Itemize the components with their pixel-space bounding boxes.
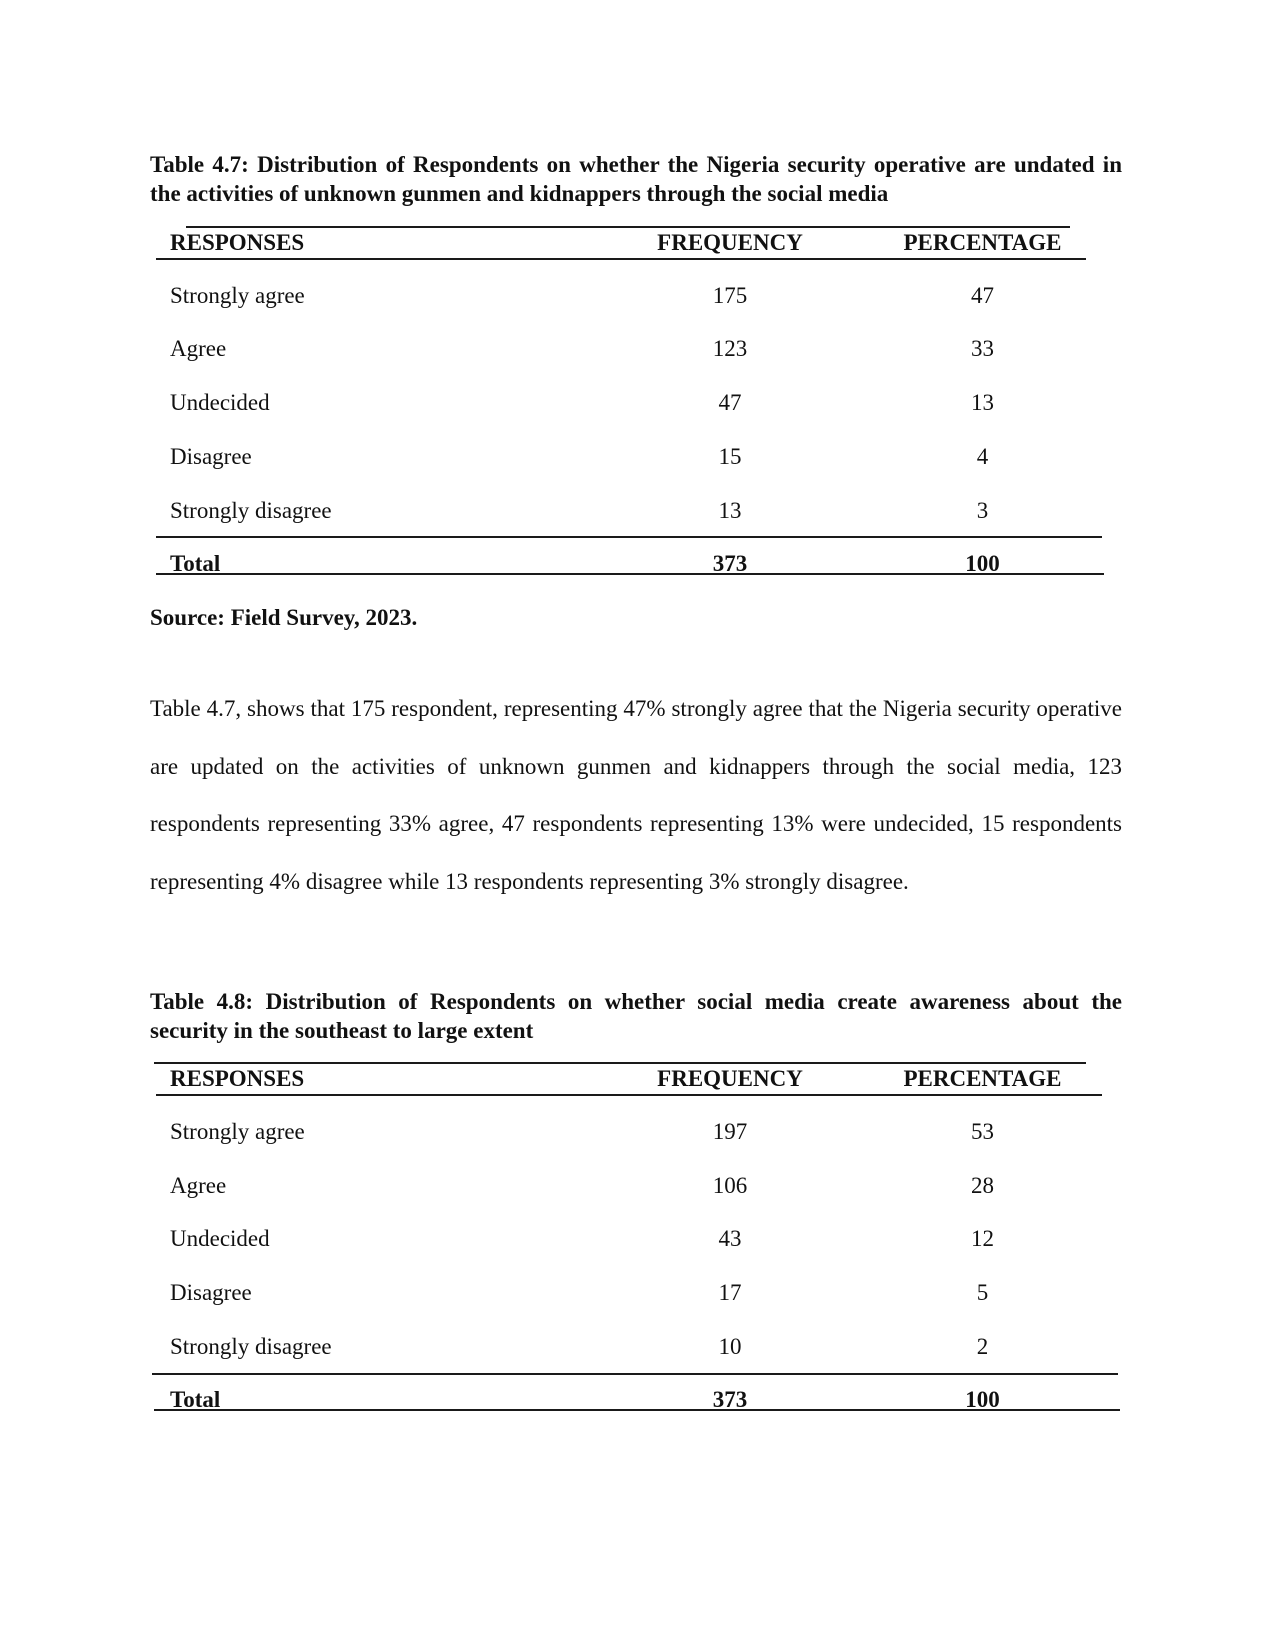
table-4-7-total-frequency: 373 <box>712 551 748 576</box>
table-row-percentage: 12 <box>971 1226 994 1251</box>
table-row-percentage: 53 <box>971 1119 994 1144</box>
table-row-frequency: 10 <box>718 1334 742 1359</box>
table-4-7-total-label: Total <box>170 551 221 576</box>
table-4-7-header-percentage: PERCENTAGE <box>903 230 1062 255</box>
table-row-response: Undecided <box>170 390 270 415</box>
table-row-frequency: 43 <box>718 1226 742 1251</box>
table-row-frequency: 15 <box>718 444 742 469</box>
table-row-response: Strongly agree <box>170 283 305 308</box>
table-row-frequency: 175 <box>712 283 748 308</box>
table-row-percentage: 2 <box>976 1334 989 1359</box>
table-4-7-total-rule <box>156 536 1102 538</box>
table-row-frequency: 17 <box>718 1280 742 1305</box>
table-4-8-total-frequency: 373 <box>712 1387 748 1412</box>
analysis-paragraph: Table 4.7, shows that 175 respondent, representing 47% strongly agree that the Nigeria security operative are updated on the activities of unknown gunmen and kidnappers through the social media, 123 respondents representing 33% agree, 47 respondents representing 13% were undecided, 15 respondents representing 4% disagree while 13 respondents representing 3% strongly disagree. <box>150 696 1122 894</box>
table-row-response: Agree <box>170 1173 227 1198</box>
table-row-frequency: 106 <box>712 1173 748 1198</box>
table-row-response: Undecided <box>170 1226 270 1251</box>
table-row-response: Strongly disagree <box>170 498 332 523</box>
table-4-8-header-rule <box>156 1094 1102 1096</box>
table-row-percentage: 3 <box>976 498 989 523</box>
table-4-7-total-percentage: 100 <box>965 551 1000 576</box>
table-row-percentage: 4 <box>976 444 989 469</box>
table-4-8-bottom-rule <box>154 1409 1120 1411</box>
table-row-percentage: 13 <box>971 390 994 415</box>
table-row-frequency: 47 <box>718 390 742 415</box>
table-row-response: Disagree <box>170 1280 252 1305</box>
table-4-8-header-percentage: PERCENTAGE <box>903 1066 1062 1091</box>
table-4-7-header-frequency: FREQUENCY <box>657 230 803 255</box>
table-4-8-total-label: Total <box>170 1387 221 1412</box>
table-row-percentage: 47 <box>971 283 994 308</box>
table-row-response: Strongly disagree <box>170 1334 332 1359</box>
table-row-frequency: 123 <box>712 336 748 361</box>
table-4-7-bottom-rule <box>156 573 1104 575</box>
table-row-frequency: 13 <box>718 498 742 523</box>
table-4-8-total-rule <box>152 1373 1118 1375</box>
table-row-percentage: 28 <box>971 1173 994 1198</box>
table-row-percentage: 5 <box>976 1280 989 1305</box>
table-4-7-header-responses: RESPONSES <box>170 230 305 255</box>
table-4-7-header-rule <box>156 258 1086 260</box>
table-4-7-caption: Table 4.7: Distribution of Respondents on whether the Nigeria security operative are undated in the activities of unknown gunmen and kidnappers through the social media <box>150 152 1122 206</box>
table-row-percentage: 33 <box>971 336 994 361</box>
table-row-response: Agree <box>170 336 227 361</box>
table-4-8-total-percentage: 100 <box>965 1387 1000 1412</box>
table-row-frequency: 197 <box>712 1119 748 1144</box>
table-row-response: Disagree <box>170 444 252 469</box>
table-4-8-header-responses: RESPONSES <box>170 1066 305 1091</box>
table-row-response: Strongly agree <box>170 1119 305 1144</box>
table-4-8-header-frequency: FREQUENCY <box>657 1066 803 1091</box>
table-4-8-caption: Table 4.8: Distribution of Respondents on whether social media create awareness about the security in the southeast to large extent <box>150 989 1122 1043</box>
source-note: Source: Field Survey, 2023. <box>150 605 418 630</box>
